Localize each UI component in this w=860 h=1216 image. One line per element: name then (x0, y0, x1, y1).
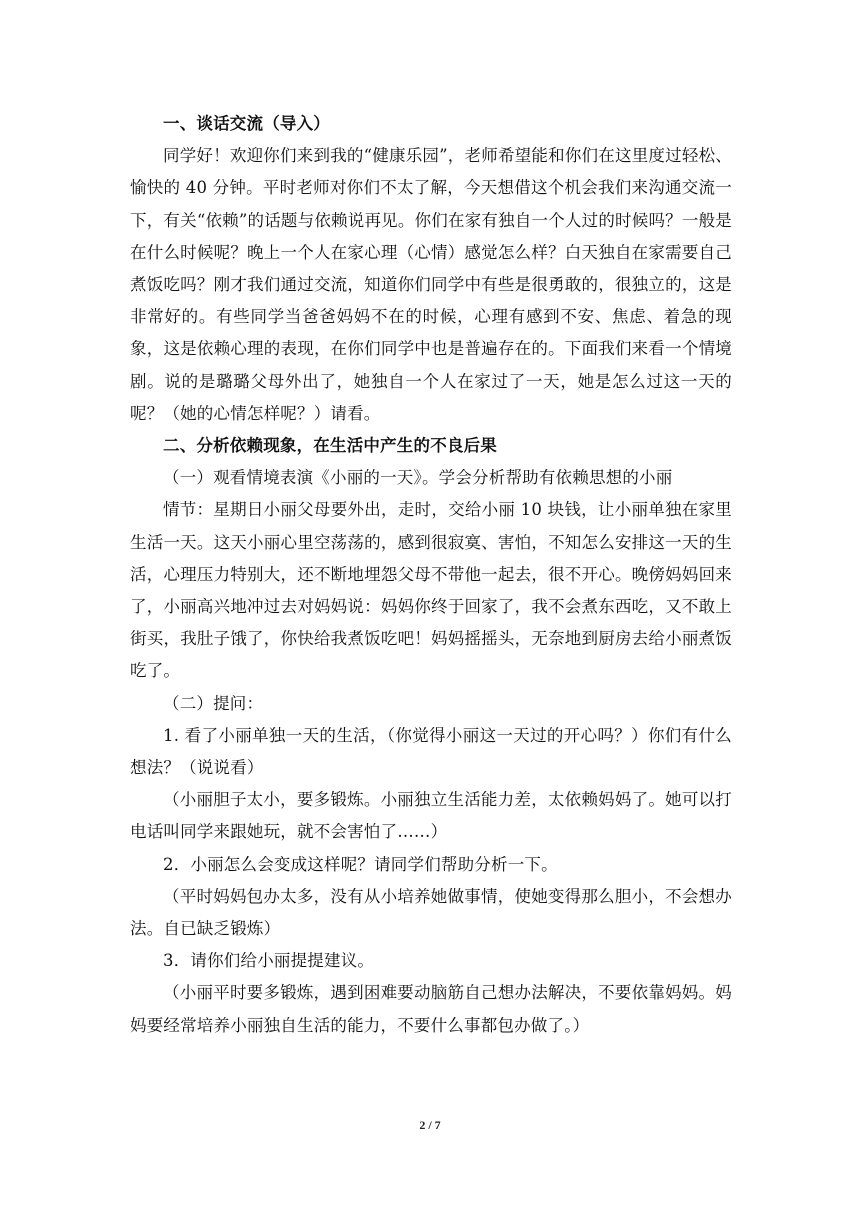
answer-1: （小丽胆子太小，要多锻炼。小丽独立生活能力差，太依赖妈妈了。她可以打电话叫同学来跟她玩，就不会害怕了……） (130, 790, 732, 842)
subsection-1-title: （一）观看情境表演《小丽的一天》。学会分析帮助有依赖思想的小丽 (163, 468, 673, 488)
question-2: 2．小丽怎么会变成这样呢？请同学们帮助分析一下。 (163, 854, 558, 874)
question-1: 1. 看了小丽单独一天的生活，（你觉得小丽这一天过的开心吗？）你们有什么想法？（说说看） (130, 725, 732, 778)
section-heading-1: 一、谈话交流（导入） (163, 114, 330, 133)
section-heading-2: 二、分析依赖现象，在生活中产生的不良后果 (163, 436, 497, 456)
question-3: 3．请你们给小丽提提建议。 (163, 951, 375, 971)
page-number: 2 / 7 (419, 1118, 441, 1132)
subsection-2-title: （二）提问： (163, 693, 264, 713)
intro-paragraph: 同学好！欢迎你们来到我的“健康乐园”，老师希望能和你们在这里度过轻松、愉快的 40 分钟。平时老师对你们不太了解，今天想借这个机会我们来沟通交流一下，有关“依赖”的话题与依赖说再见。你们在家有独自一个人过的时候吗？一般是在什么时候呢？晚上一个人在家心理（心情）感觉怎么样？白天独自在家需要自己煮饭吃吗？刚才我们通过交流，知道你们同学中有些是很勇敢的，很独立的，这是非常好的。有些同学当爸爸妈妈不在的时候，心理有感到不安、焦虑、着急的现象，这是依赖心理的表现，在你们同学中也是普遍存在的。下面我们来看一个情境剧。说的是璐璐父母外出了，她独自一个人在家过了一天，她是怎么过这一天的呢？（她的心情怎样呢？）请看。 (130, 146, 732, 423)
answer-2: （平时妈妈包办太多，没有从小培养她做事情，使她变得那么胆小，不会想办法。自已缺乏锻炼） (130, 886, 732, 939)
answer-3: （小丽平时要多锻炼，遇到困难要动脑筋自己想办法解决，不要依靠妈妈。妈妈要经常培养小丽独自生活的能力，不要什么事都包办做了。） (130, 983, 732, 1035)
document-body (130, 108, 732, 1042)
plot-paragraph: 情节：星期日小丽父母要外出，走时，交给小丽 10 块钱，让小丽单独在家里生活一天。这天小丽心里空荡荡的，感到很寂寞、害怕，不知怎么安排这一天的生活，心理压力特别大，还不断地埋怨父母不带他一起去，很不开心。晚傍妈妈回来了，小丽高兴地冲过去对妈妈说：妈妈你终于回家了，我不会煮东西吃，又不敢上街买，我肚子饿了，你快给我煮饭吃吧！妈妈摇摇头，无奈地到厨房去给小丽煮饭吃了。 (130, 500, 732, 681)
